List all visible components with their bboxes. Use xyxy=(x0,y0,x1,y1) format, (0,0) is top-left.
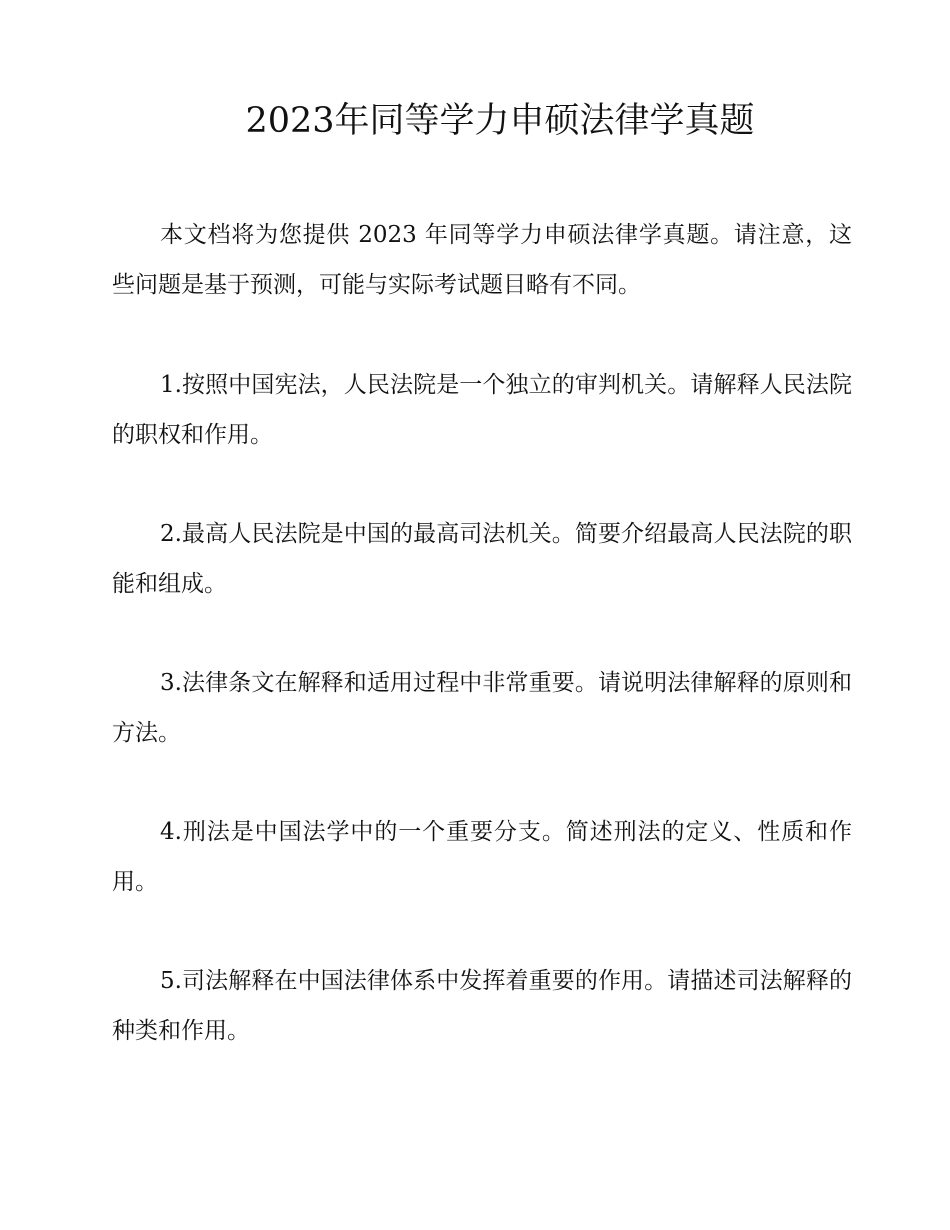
question-5: 5.司法解释在中国法律体系中发挥着重要的作用。请描述司法解释的种类和作用。 xyxy=(112,968,852,1044)
intro-paragraph: 本文档将为您提供 2023 年同等学力申硕法律学真题。请注意，这些问题是基于预测，可能与实际考试题目略有不同。 xyxy=(112,222,852,298)
question-2: 2.最高人民法院是中国的最高司法机关。简要介绍最高人民法院的职能和组成。 xyxy=(112,521,852,597)
question-4: 4.刑法是中国法学中的一个重要分支。简述刑法的定义、性质和作用。 xyxy=(112,819,852,895)
question-3: 3.法律条文在解释和适用过程中非常重要。请说明法律解释的原则和方法。 xyxy=(112,670,852,746)
question-1: 1.按照中国宪法，人民法院是一个独立的审判机关。请解释人民法院的职权和作用。 xyxy=(112,372,852,448)
document-title: 2023年同等学力申硕法律学真题 xyxy=(245,101,755,141)
